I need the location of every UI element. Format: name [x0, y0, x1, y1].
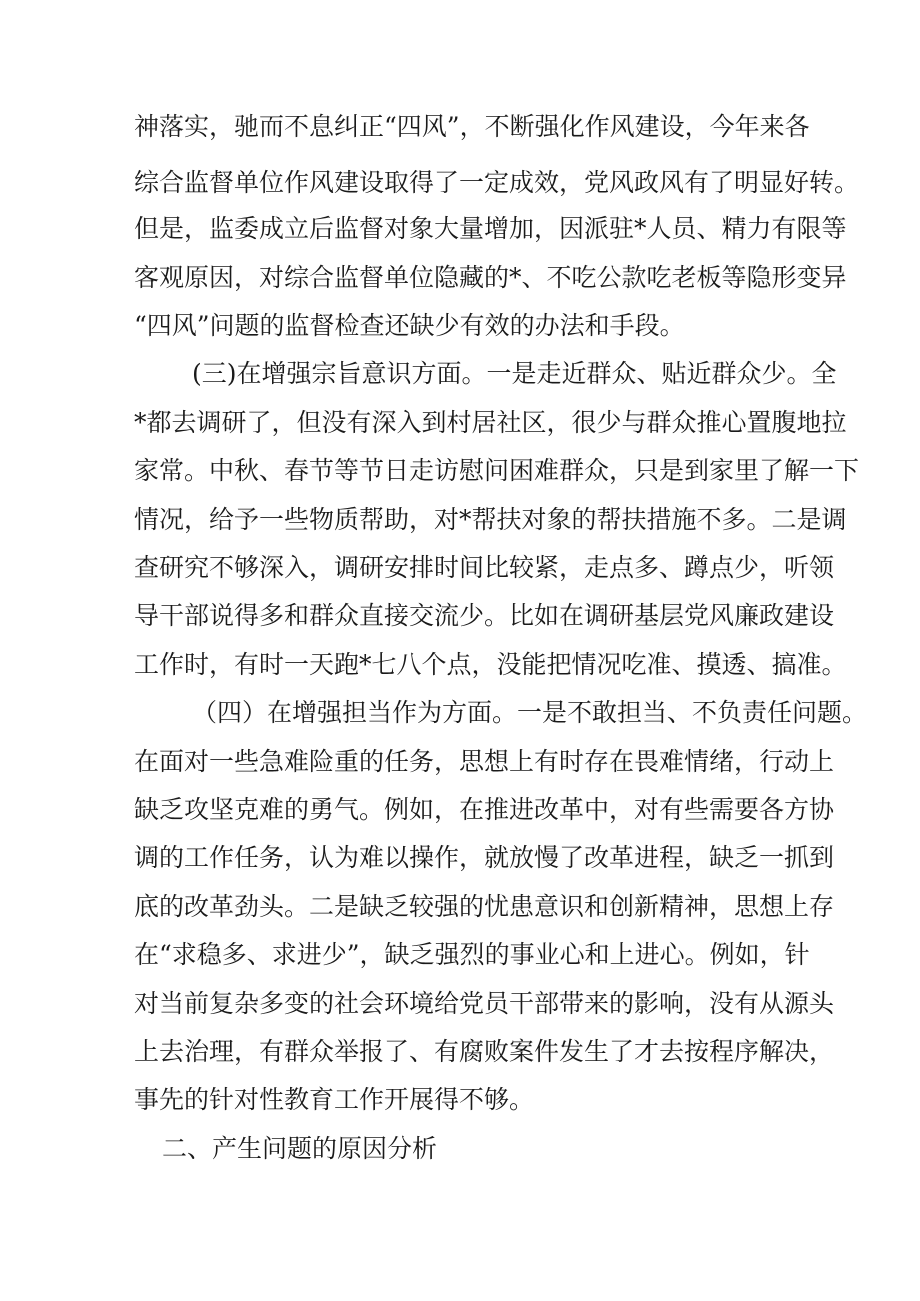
- paragraph-line: 在面对一些急难险重的任务，思想上有时存在畏难情绪，行动上: [134, 747, 835, 776]
- paragraph-line: 上去治理，有群众举报了、有腐败案件发生了才去按程序解决，: [134, 1037, 835, 1066]
- paragraph-line: 在“求稳多、求进少”，缺乏强烈的事业心和上进心。例如，针: [134, 940, 810, 969]
- section-heading: 二、产生问题的原因分析: [162, 1134, 438, 1163]
- paragraph-line-indented: (三)在增强宗旨意识方面。一是走近群众、贴近群众少。全: [192, 359, 837, 388]
- paragraph-line: 家常。中秋、春节等节日走访慰问困难群众，只是到家里了解一下: [134, 456, 860, 485]
- paragraph-line-indented: （四）在增强担当作为方面。一是不敢担当、不负责任问题。: [192, 698, 868, 727]
- paragraph-line: 情况，给予一些物质帮助，对*帮扶对象的帮扶措施不多。二是调: [134, 505, 847, 534]
- paragraph-line: 底的改革劲头。二是缺乏较强的忧患意识和创新精神，思想上存: [134, 892, 835, 921]
- paragraph-line: 客观原因，对综合监督单位隐藏的*、不吃公款吃老板等隐形变异: [134, 263, 847, 292]
- paragraph-line: 综合监督单位作风建设取得了一定成效，党风政风有了明显好转。: [134, 168, 860, 197]
- paragraph-line: *都去调研了，但没有深入到村居社区，很少与群众推心置腹地拉: [134, 408, 847, 437]
- paragraph-line: 查研究不够深入，调研安排时间比较紧，走点多、蹲点少，听领: [134, 553, 835, 582]
- paragraph-line: 神落实，驰而不息纠正“四风”，不断强化作风建设，今年来各: [134, 112, 810, 141]
- paragraph-line: “四风”问题的监督检查还缺少有效的办法和手段。: [134, 311, 685, 340]
- paragraph-line: 对当前复杂多变的社会环境给党员干部带来的影响，没有从源头: [134, 989, 835, 1018]
- paragraph-line: 缺乏攻坚克难的勇气。例如，在推进改革中，对有些需要各方协: [134, 795, 835, 824]
- paragraph-line: 调的工作任务，认为难以操作，就放慢了改革进程，缺乏一抓到: [134, 843, 835, 872]
- paragraph-line: 工作时，有时一天跑*七八个点，没能把情况吃准、摸透、搞准。: [134, 650, 847, 679]
- paragraph-line: 但是，监委成立后监督对象大量增加，因派驻*人员、精力有限等: [134, 214, 847, 243]
- paragraph-line: 导干部说得多和群众直接交流少。比如在调研基层党风廉政建设: [134, 601, 835, 630]
- paragraph-line: 事先的针对性教育工作开展得不够。: [134, 1085, 535, 1114]
